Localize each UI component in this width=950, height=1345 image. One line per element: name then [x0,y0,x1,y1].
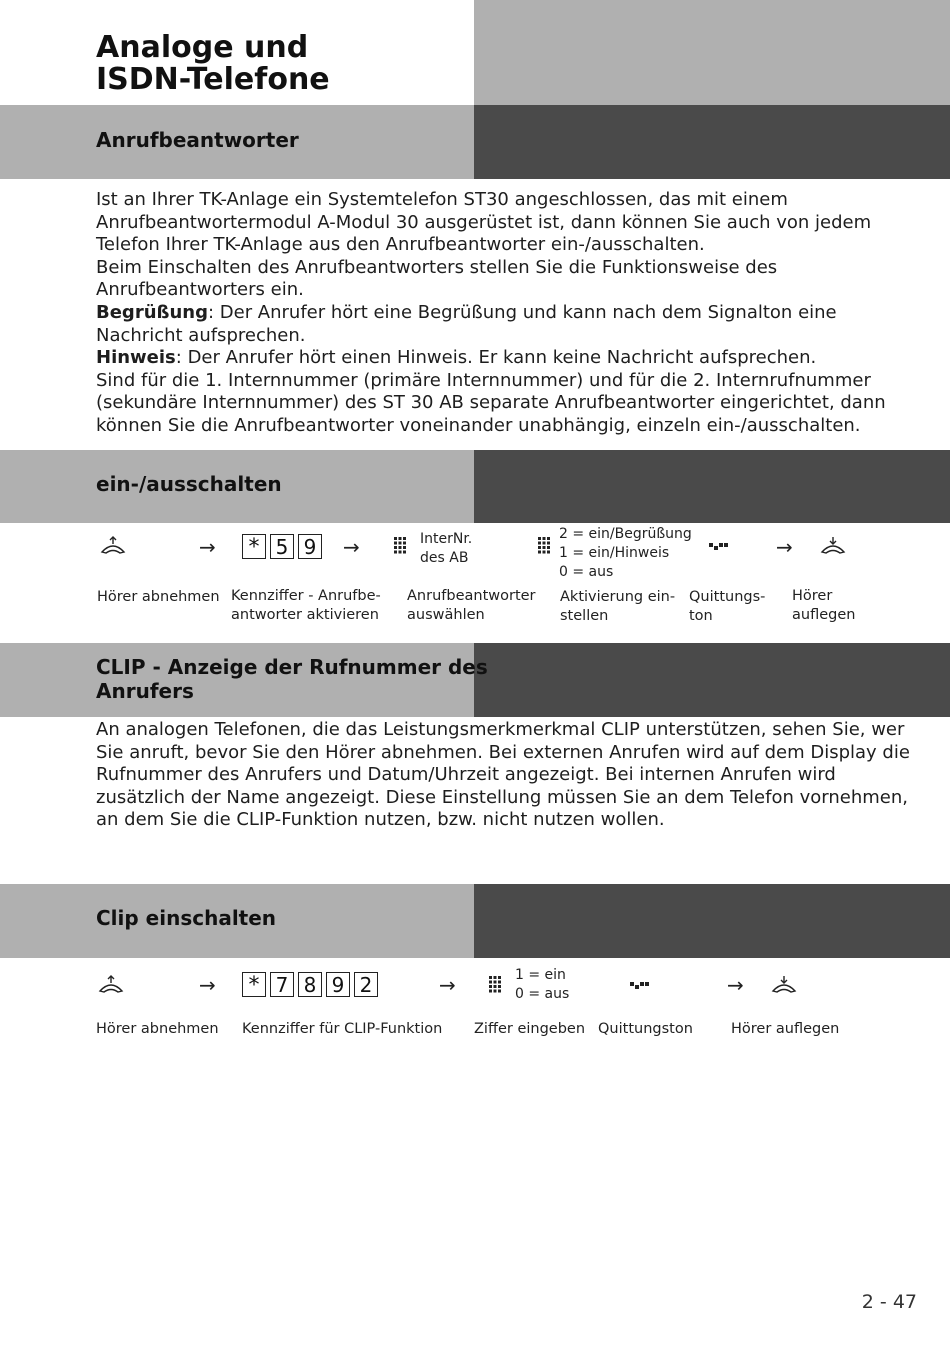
paragraph: Sind für die 1. Internnummer (primäre Internnummer) und für die 2. Internrufnummer (sekundäre Internnummer) des ST 30 AB separate Anrufbeantworter eingerichtet, dann können Sie die Anrufbeantworter voneinander unabhängig, einzeln ein-/ausschalten. [96,369,886,436]
handset-lift-icon [100,536,126,556]
section-heading-clip-ein: Clip einschalten [96,906,277,930]
mode-options [559,525,692,582]
key-star: * [242,534,266,559]
caption-kennziffer: Kennziffer für CLIP-Funktion [242,1021,443,1037]
clip-options [515,966,569,1004]
key-9: 9 [298,534,322,559]
page-title [96,32,330,96]
term-begruessung: Begrüßung [96,301,208,323]
caption-hoerer-abnehmen: Hörer abnehmen [96,1021,219,1037]
page-title-line-2: ISDN-Telefone [96,62,330,97]
key-7: 7 [270,972,294,997]
option-0: 0 = aus [559,564,614,580]
option-1: 1 = ein/Hinweis [559,545,670,561]
page-number: 2 - 47 [861,1291,917,1313]
caption-kennziffer: Kennziffer - Anrufbe- antworter aktivieren [231,588,381,623]
page-title-line-1: Analoge und [96,30,309,65]
arrow-icon: → [199,535,216,559]
keypad-icon [537,536,551,556]
caption-quittung: Quittungs- ton [689,589,766,624]
section-band-clip [0,643,950,717]
caption-hoerer-abnehmen: Hörer abnehmen [97,589,220,605]
term-hinweis: Hinweis [96,347,176,369]
arrow-icon: → [727,973,744,997]
key-sequence-clip [242,972,382,997]
section-heading-anrufbeantworter: Anrufbeantworter [96,128,299,152]
section-band-anrufbeantworter [0,105,950,179]
handset-hangup-icon [820,536,846,556]
caption-quittung: Quittungston [598,1021,693,1037]
arrow-icon: → [343,535,360,559]
confirmation-tone-icon [708,541,730,551]
term-begruessung-text: : Der Anrufer hört eine Begrüßung und kann nach dem Signalton eine Nachricht aufsprechen. [96,301,837,346]
caption-auflegen: Hörer auflegen [792,588,856,623]
keypad-icon [488,975,502,995]
arrow-icon: → [199,973,216,997]
caption-aktivierung: Aktivierung ein- stellen [560,589,676,624]
option-0: 0 = aus [515,986,570,1002]
key-8: 8 [298,972,322,997]
caption-ziffer: Ziffer eingeben [474,1021,586,1037]
paragraph: An analogen Telefonen, die das Leistungsmerkmerkmal CLIP unterstützen, sehen Sie, wer Sie anruft, bevor Sie den Hörer abnehmen. Bei externen Anrufen wird auf dem Display die Rufnummer des Anrufers und Datum/Uhrzeit angezeigt. Bei internen Anrufen wird zusätzlich der Name angezeigt. Diese Einstellung müssen Sie an dem Telefon vornehmen, an dem Sie die CLIP-Funktion nutzen, bzw. nicht nutzen wollen. [96,719,910,831]
key-9: 9 [326,972,350,997]
section-band-clip-ein [0,884,950,958]
key-star: * [242,972,266,997]
section-heading-einaus: ein-/ausschalten [96,472,282,496]
handset-lift-icon [98,975,124,995]
key-sequence-einaus [242,534,326,559]
confirmation-tone-icon [629,980,651,990]
term-hinweis-text: : Der Anrufer hört einen Hinweis. Er kann keine Nachricht aufsprechen. [175,347,817,369]
key-5: 5 [270,534,294,559]
section-heading-clip: CLIP - Anzeige der Rufnummer des Anrufers [96,655,488,703]
paragraph: Beim Einschalten des Anrufbeantworters stellen Sie die Funktionsweise des Anrufbeantworters ein. [96,256,778,301]
section-band-einaus [0,450,950,523]
paragraph-hinweis [96,347,916,370]
arrow-icon: → [439,973,456,997]
intern-number-label: InterNr. des AB [420,531,473,566]
anrufbeantworter-body [96,189,916,438]
key-2: 2 [354,972,378,997]
paragraph: Ist an Ihrer TK-Anlage ein Systemtelefon ST30 angeschlossen, das mit einem Anrufbeantwortermodul A-Modul 30 ausgerüstet ist, dann können Sie auch von jedem Telefon Ihrer TK-Anlage aus den Anrufbeantworter ein-/ausschalten. [96,189,872,256]
keypad-icon [393,536,407,556]
header-gray-block [474,0,950,105]
option-1: 1 = ein [515,967,566,983]
handset-hangup-icon [771,975,797,995]
caption-auswaehlen: Anrufbeantworter auswählen [407,588,536,623]
paragraph-begruessung [96,302,916,347]
arrow-icon: → [776,535,793,559]
caption-auflegen: Hörer auflegen [731,1021,840,1037]
option-2: 2 = ein/Begrüßung [559,526,692,542]
clip-body [96,719,916,832]
